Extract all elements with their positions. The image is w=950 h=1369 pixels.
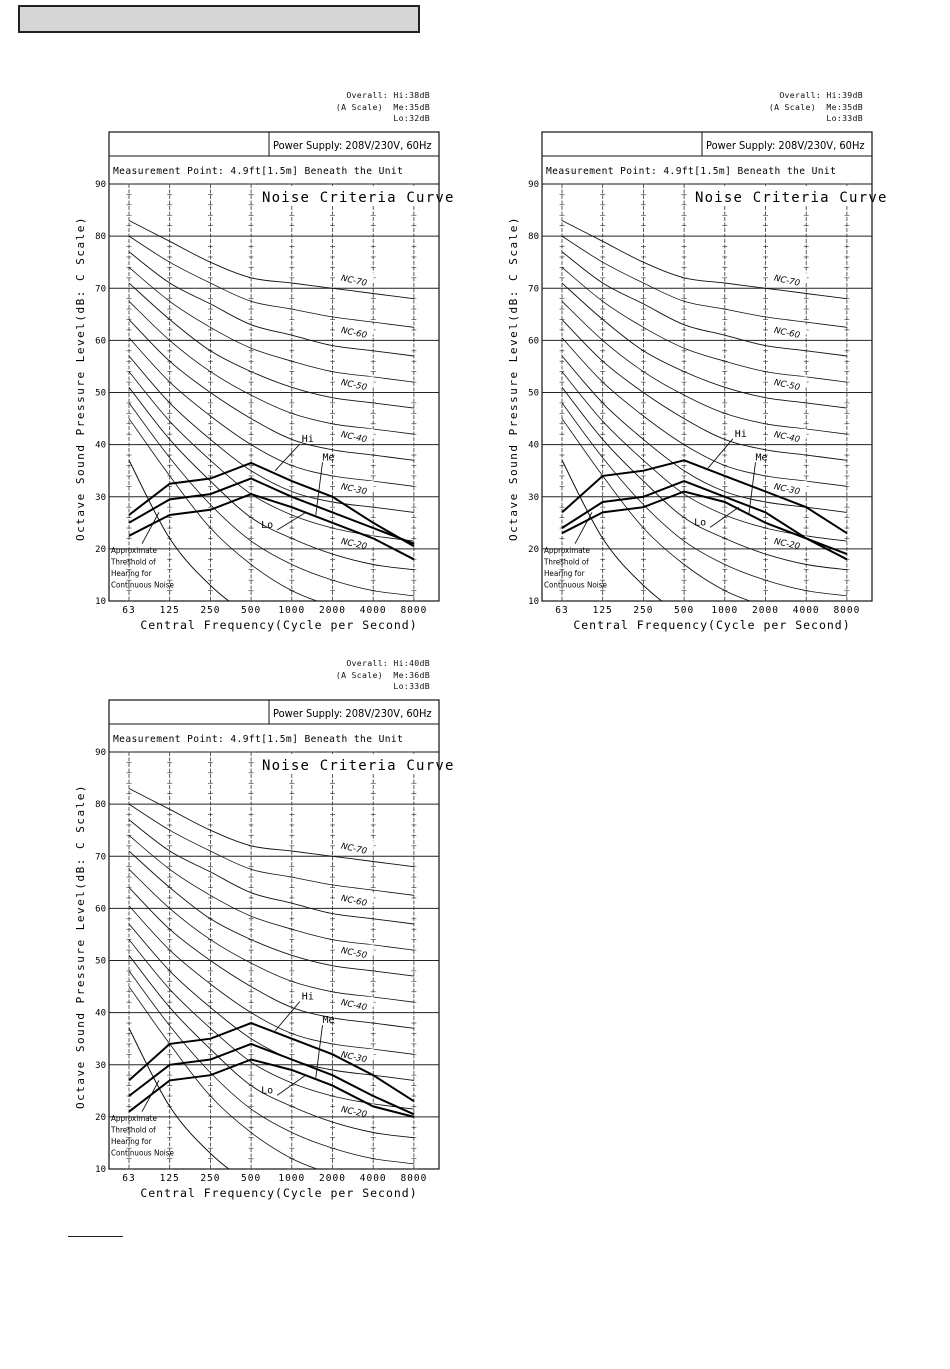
power-supply-label: Power Supply: 208V/230V, 60Hz	[706, 139, 865, 152]
threshold-note-line: Approximate	[544, 546, 590, 556]
x-tick-label: 1000	[711, 605, 739, 616]
series-label-me: Me	[755, 452, 768, 464]
nc-title: Noise Criteria Curve	[262, 758, 455, 774]
overall-lo: Lo:33dB	[826, 113, 863, 123]
threshold-note-line: Threshold of	[544, 557, 589, 567]
nc-label: NC-30	[340, 1050, 368, 1066]
y-tick-label: 40	[95, 440, 106, 451]
ruler-ticks	[125, 752, 133, 1169]
power-supply-label: Power Supply: 208V/230V, 60Hz	[273, 707, 432, 720]
nc-chart-svg	[74, 658, 455, 1213]
measurement-point-label: Measurement Point: 4.9ft[1.5m] Beneath the Unit	[113, 734, 404, 745]
threshold-note-line: Continuous Noise	[111, 1148, 174, 1158]
y-tick-label: 80	[95, 800, 106, 811]
ruler-ticks	[247, 752, 255, 1169]
y-tick-label: 30	[95, 492, 106, 503]
threshold-note-line: Threshold of	[111, 557, 156, 567]
x-tick-label: 500	[241, 605, 262, 616]
nc-label: NC-40	[773, 429, 801, 446]
x-axis-label: Central Frequency(Cycle per Second)	[140, 1186, 418, 1200]
nc-label: NC-70	[340, 841, 368, 857]
nc-label: NC-20	[340, 536, 368, 553]
nc-curve-minor	[129, 906, 414, 1055]
x-tick-label: 4000	[359, 605, 387, 616]
x-axis-label: Central Frequency(Cycle per Second)	[573, 618, 851, 632]
nc-title: Noise Criteria Curve	[262, 190, 455, 206]
ruler-ticks	[247, 184, 255, 601]
y-tick-label: 30	[528, 492, 539, 503]
y-tick-label: 10	[95, 1165, 106, 1175]
overall-hi: Overall: Hi:38dB	[346, 90, 430, 100]
measurement-point-label: Measurement Point: 4.9ft[1.5m] Beneath the Unit	[546, 166, 837, 177]
overall-lo: Lo:33dB	[393, 681, 430, 691]
ruler-ticks	[329, 752, 337, 1169]
footnote-divider	[68, 1236, 123, 1237]
overall-me: (A Scale) Me:36dB	[335, 669, 430, 680]
overall-lo: Lo:32dB	[393, 113, 430, 123]
nc-curve-minor	[562, 338, 847, 487]
y-tick-label: 60	[95, 904, 106, 915]
y-axis-label: Octave Sound Pressure Level(dB: C Scale)	[74, 216, 87, 541]
threshold-note-line: Hearing for	[111, 1137, 152, 1147]
series-label-lo: Lo	[261, 1085, 274, 1097]
x-tick-label: 500	[674, 605, 695, 616]
x-tick-label: 4000	[792, 605, 820, 616]
y-tick-label: 60	[528, 336, 539, 347]
x-tick-label: 2000	[752, 605, 779, 616]
overall-me: (A Scale) Me:35dB	[335, 101, 430, 112]
nc-chart-svg	[507, 90, 888, 645]
ruler-ticks	[558, 184, 566, 601]
ruler-ticks	[329, 184, 337, 601]
overall-hi: Overall: Hi:39dB	[779, 90, 863, 100]
x-tick-label: 8000	[400, 1173, 428, 1184]
x-tick-label: 1000	[278, 605, 306, 616]
y-tick-label: 80	[95, 232, 106, 243]
nc-label: NC-60	[773, 325, 801, 341]
series-label-lo: Lo	[261, 520, 274, 532]
nc-label: NC-40	[340, 429, 368, 446]
y-tick-label: 20	[95, 544, 106, 555]
x-tick-label: 250	[633, 605, 654, 616]
nc-curve-nc-50	[129, 283, 414, 408]
nc-curve-nc-70	[129, 220, 414, 298]
ruler-ticks	[125, 184, 133, 601]
nc-chart-1	[74, 90, 455, 645]
y-tick-label: 40	[95, 1008, 106, 1019]
measurement-point-label: Measurement Point: 4.9ft[1.5m] Beneath the Unit	[113, 166, 404, 177]
x-tick-label: 63	[555, 605, 569, 616]
y-tick-label: 30	[95, 1060, 106, 1071]
x-tick-label: 63	[122, 1173, 136, 1184]
series-label-hi: Hi	[301, 991, 314, 1003]
x-tick-label: 250	[200, 605, 221, 616]
nc-chart-3	[74, 658, 455, 1213]
threshold-note-line: Threshold of	[111, 1125, 156, 1135]
y-axis-label: Octave Sound Pressure Level(dB: C Scale)	[507, 216, 520, 541]
nc-label: NC-50	[340, 377, 368, 394]
nc-label: NC-70	[773, 273, 801, 289]
ruler-ticks	[843, 184, 851, 601]
nc-curve-nc-70	[129, 788, 414, 866]
nc-label: NC-70	[340, 273, 368, 289]
series-label-lo: Lo	[694, 517, 707, 529]
ruler-ticks	[762, 184, 770, 601]
x-tick-label: 4000	[359, 1173, 387, 1184]
series-label-hi: Hi	[301, 434, 314, 446]
x-tick-label: 8000	[833, 605, 861, 616]
threshold-note-line: Hearing for	[111, 569, 152, 579]
nc-chart-2	[507, 90, 888, 645]
nc-label: NC-50	[340, 945, 368, 962]
x-tick-label: 125	[159, 605, 180, 616]
nc-label: NC-20	[340, 1104, 368, 1121]
y-tick-label: 90	[95, 180, 106, 190]
nc-label: NC-40	[340, 997, 368, 1014]
x-tick-label: 2000	[319, 1173, 346, 1184]
y-tick-label: 20	[95, 1112, 106, 1123]
y-tick-label: 90	[528, 180, 539, 190]
ruler-ticks	[410, 184, 418, 601]
nc-title: Noise Criteria Curve	[695, 190, 888, 206]
y-tick-label: 80	[528, 232, 539, 243]
x-tick-label: 125	[159, 1173, 180, 1184]
section-title-box	[18, 5, 420, 33]
threshold-note-line: Hearing for	[544, 569, 585, 579]
threshold-note-line: Continuous Noise	[544, 580, 607, 590]
x-tick-label: 250	[200, 1173, 221, 1184]
overall-hi: Overall: Hi:40dB	[346, 658, 430, 668]
series-label-me: Me	[322, 1015, 335, 1027]
series-label-me: Me	[322, 452, 335, 464]
x-tick-label: 63	[122, 605, 136, 616]
y-tick-label: 50	[95, 956, 106, 967]
nc-curve-nc-50	[562, 283, 847, 408]
threshold-note-line: Approximate	[111, 546, 157, 556]
x-tick-label: 8000	[400, 605, 428, 616]
nc-chart-svg	[74, 90, 455, 645]
y-axis-label: Octave Sound Pressure Level(dB: C Scale)	[74, 784, 87, 1109]
y-tick-label: 40	[528, 440, 539, 451]
nc-label: NC-50	[773, 377, 801, 394]
x-tick-label: 1000	[278, 1173, 306, 1184]
y-tick-label: 70	[95, 284, 106, 295]
y-tick-label: 60	[95, 336, 106, 347]
x-tick-label: 2000	[319, 605, 346, 616]
nc-label: NC-30	[340, 482, 368, 498]
y-tick-label: 50	[528, 388, 539, 399]
nc-label: NC-60	[340, 893, 368, 909]
x-axis-label: Central Frequency(Cycle per Second)	[140, 618, 418, 632]
y-tick-label: 20	[528, 544, 539, 555]
nc-label: NC-20	[773, 536, 801, 553]
y-tick-label: 10	[528, 597, 539, 607]
nc-curve-minor	[129, 338, 414, 487]
x-tick-label: 125	[592, 605, 613, 616]
power-supply-label: Power Supply: 208V/230V, 60Hz	[273, 139, 432, 152]
x-tick-label: 500	[241, 1173, 262, 1184]
y-tick-label: 70	[528, 284, 539, 295]
series-label-hi: Hi	[734, 428, 747, 440]
y-tick-label: 90	[95, 748, 106, 758]
overall-me: (A Scale) Me:35dB	[768, 101, 863, 112]
ruler-ticks	[680, 184, 688, 601]
nc-curve-nc-50	[129, 851, 414, 976]
nc-label: NC-30	[773, 482, 801, 498]
measurement-series	[129, 1023, 414, 1117]
series-line-hi	[129, 463, 414, 546]
nc-curve-nc-70	[562, 220, 847, 298]
ruler-ticks	[410, 752, 418, 1169]
threshold-note-line: Continuous Noise	[111, 580, 174, 590]
y-tick-label: 10	[95, 597, 106, 607]
threshold-note-line: Approximate	[111, 1114, 157, 1124]
nc-label: NC-60	[340, 325, 368, 341]
y-tick-label: 70	[95, 852, 106, 863]
y-tick-label: 50	[95, 388, 106, 399]
